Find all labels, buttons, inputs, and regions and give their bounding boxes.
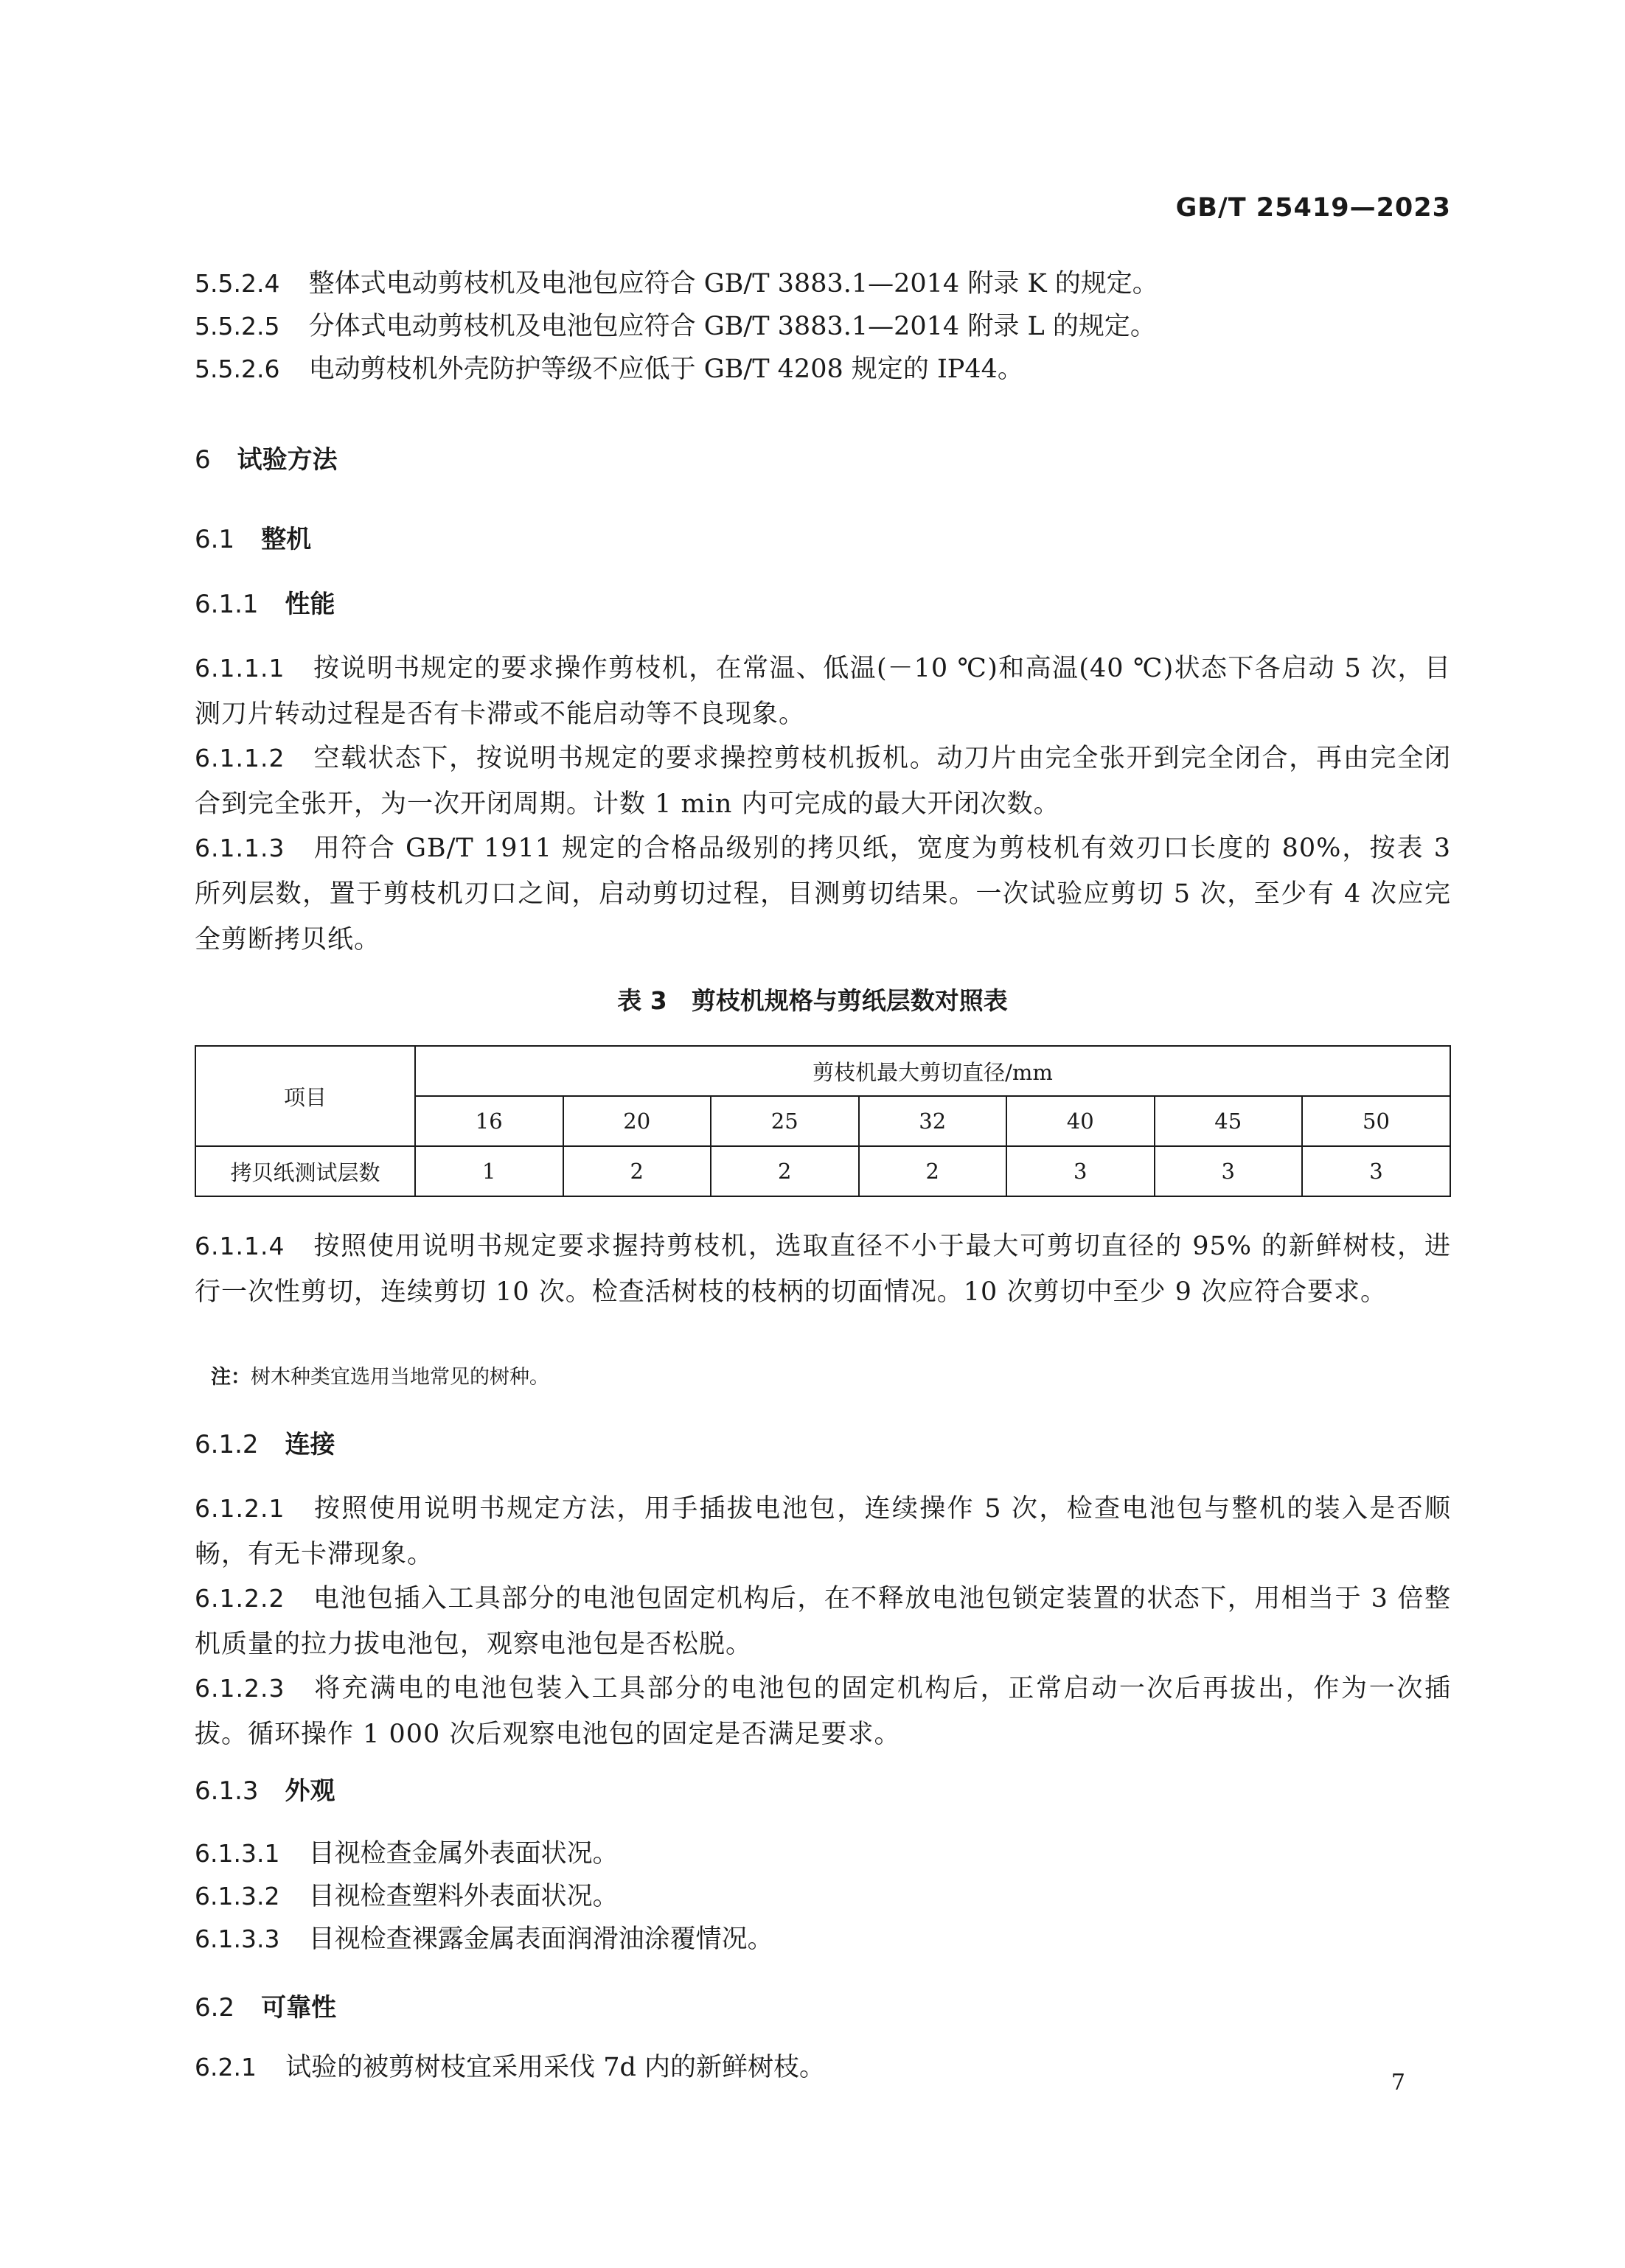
clause-text: 电池包插入工具部分的电池包固定机构后，在不释放电池包锁定装置的状态下，用相当于 3 倍整机质量的拉力拔电池包，观察电池包是否松脱。 xyxy=(195,1584,1451,1659)
section-6-1-2-heading xyxy=(195,1424,335,1460)
clause-text: 空载状态下，按说明书规定的要求操控剪枝机扳机。动刀片由完全张开到完全闭合，再由完全闭合到完全张开，为一次开闭周期。计数 1 min 内可完成的最大开闭次数。 xyxy=(195,744,1451,819)
section-number: 6.1 xyxy=(195,525,235,554)
clause-text: 分体式电动剪枝机及电池包应符合 GB/T 3883.1—2014 附录 L 的规定。 xyxy=(308,312,1156,341)
clause-number: 6.2.1 xyxy=(195,2053,257,2082)
diameter-cell: 25 xyxy=(711,1096,859,1146)
section-6-2-heading xyxy=(195,1987,336,2023)
section-title: 整机 xyxy=(261,525,312,554)
layers-cell: 2 xyxy=(859,1146,1007,1196)
layers-cell: 1 xyxy=(415,1146,563,1196)
layers-cell: 2 xyxy=(711,1146,859,1196)
clause-6-1-1-4 xyxy=(195,1224,1451,1315)
section-number: 6.1.1 xyxy=(195,590,259,619)
diameter-cell: 40 xyxy=(1006,1096,1155,1146)
clause-number: 6.1.1.4 xyxy=(195,1232,285,1260)
layers-cell: 3 xyxy=(1006,1146,1155,1196)
item-header-cell: 项目 xyxy=(195,1046,415,1146)
clause-text: 试验的被剪树枝宜采用采伐 7d 内的新鲜树枝。 xyxy=(285,2053,826,2082)
diameter-cell: 50 xyxy=(1302,1096,1450,1146)
clause-6-1-2-2 xyxy=(195,1576,1451,1667)
clause-number: 6.1.3.3 xyxy=(195,1925,280,1953)
clause-6-1-1-1 xyxy=(195,646,1451,737)
clause-text: 电动剪枝机外壳防护等级不应低于 GB/T 4208 规定的 IP44。 xyxy=(308,355,1023,384)
clause-6-1-3-3 xyxy=(195,1918,1451,1961)
clause-number: 6.1.1.1 xyxy=(195,654,285,683)
clause-text: 按照使用说明书规定要求握持剪枝机，选取直径不小于最大可剪切直径的 95% 的新鲜树枝，进行一次性剪切，连续剪切 10 次。检查活树枝的枝柄的切面情况。10 次剪切中至少 9 次应符合要求。 xyxy=(195,1232,1451,1307)
clause-number: 6.1.3.1 xyxy=(195,1839,280,1868)
diameter-cell: 32 xyxy=(859,1096,1007,1146)
clause-6-1-1-3 xyxy=(195,826,1451,963)
section-number: 6.2 xyxy=(195,1993,235,2023)
clause-number: 5.5.2.6 xyxy=(195,355,280,383)
clause-text: 用符合 GB/T 1911 规定的合格品级别的拷贝纸，宽度为剪枝机有效刃口长度的 80%，按表 3 所列层数，置于剪枝机刃口之间，启动剪切过程，目测剪切结果。一次试验应剪切 5 次，至少有 4 次应完全剪断拷贝纸。 xyxy=(195,834,1451,955)
table-caption: 表 3 剪枝机规格与剪纸层数对照表 xyxy=(617,986,1008,1015)
clause-6-1-2-3 xyxy=(195,1666,1451,1757)
clause-text: 整体式电动剪枝机及电池包应符合 GB/T 3883.1—2014 附录 K 的规定。 xyxy=(308,269,1158,299)
layers-cell: 3 xyxy=(1155,1146,1303,1196)
section-title: 性能 xyxy=(285,590,335,619)
clause-text: 按说明书规定的要求操作剪枝机，在常温、低温(－10 ℃)和高温(40 ℃)状态下各启动 5 次，目测刀片转动过程是否有卡滞或不能启动等不良现象。 xyxy=(195,654,1451,729)
clause-number: 6.1.3.2 xyxy=(195,1882,280,1911)
note-label: 注： xyxy=(211,1366,251,1389)
section-number: 6 xyxy=(195,445,211,475)
clause-6-1-1-2 xyxy=(195,736,1451,827)
clause-6-1-3-2 xyxy=(195,1875,1451,1918)
section-6-1-1-heading xyxy=(195,584,335,620)
diameter-cell: 45 xyxy=(1155,1096,1303,1146)
clause-6-1-2-1 xyxy=(195,1486,1451,1577)
section-title: 可靠性 xyxy=(261,1993,337,2023)
section-6-heading xyxy=(195,439,338,475)
table-3 xyxy=(195,1045,1451,1197)
page-number: 7 xyxy=(1391,2070,1405,2096)
clause-text: 将充满电的电池包装入工具部分的电池包的固定机构后，正常启动一次后再拔出，作为一次插拔。循环操作 1 000 次后观察电池包的固定是否满足要求。 xyxy=(195,1674,1451,1749)
clause-text: 目视检查塑料外表面状况。 xyxy=(308,1882,619,1911)
note xyxy=(211,1361,549,1389)
clause-number: 5.5.2.5 xyxy=(195,312,280,341)
section-6-1-3-heading xyxy=(195,1770,335,1807)
note-text: 树木种类宜选用当地常见的树种。 xyxy=(251,1366,549,1389)
layers-cell: 3 xyxy=(1302,1146,1450,1196)
diameter-group-header: 剪枝机最大剪切直径/mm xyxy=(415,1046,1450,1096)
clause-number: 6.1.2.3 xyxy=(195,1674,285,1703)
clause-text: 按照使用说明书规定方法，用手插拔电池包，连续操作 5 次，检查电池包与整机的装入是否顺畅，有无卡滞现象。 xyxy=(195,1494,1451,1569)
clause-6-2-1 xyxy=(195,2046,1451,2089)
clause-number: 6.1.2.2 xyxy=(195,1584,285,1613)
clause-5-5-2-6 xyxy=(195,348,1451,391)
section-number: 6.1.2 xyxy=(195,1430,259,1459)
clause-text: 目视检查金属外表面状况。 xyxy=(308,1839,619,1869)
section-title: 试验方法 xyxy=(237,445,338,475)
clause-5-5-2-5 xyxy=(195,305,1451,348)
clause-number: 6.1.1.2 xyxy=(195,744,285,772)
row-label-cell: 拷贝纸测试层数 xyxy=(195,1146,415,1196)
clause-number: 6.1.2.1 xyxy=(195,1494,285,1523)
section-6-1-heading xyxy=(195,519,311,555)
clause-5-5-2-4 xyxy=(195,262,1451,305)
layers-row xyxy=(195,1146,1450,1196)
clause-text: 目视检查裸露金属表面润滑油涂覆情况。 xyxy=(308,1925,773,1954)
section-title: 外观 xyxy=(285,1776,335,1806)
doc-code-header: GB/T 25419—2023 xyxy=(1175,193,1451,223)
clause-number: 5.5.2.4 xyxy=(195,269,280,298)
diameter-cell: 16 xyxy=(415,1096,563,1146)
table-header-row xyxy=(195,1046,1450,1096)
clause-6-1-3-1 xyxy=(195,1832,1451,1875)
section-title: 连接 xyxy=(285,1430,335,1459)
section-number: 6.1.3 xyxy=(195,1776,259,1806)
layers-cell: 2 xyxy=(563,1146,711,1196)
clause-number: 6.1.1.3 xyxy=(195,834,285,862)
diameter-cell: 20 xyxy=(563,1096,711,1146)
